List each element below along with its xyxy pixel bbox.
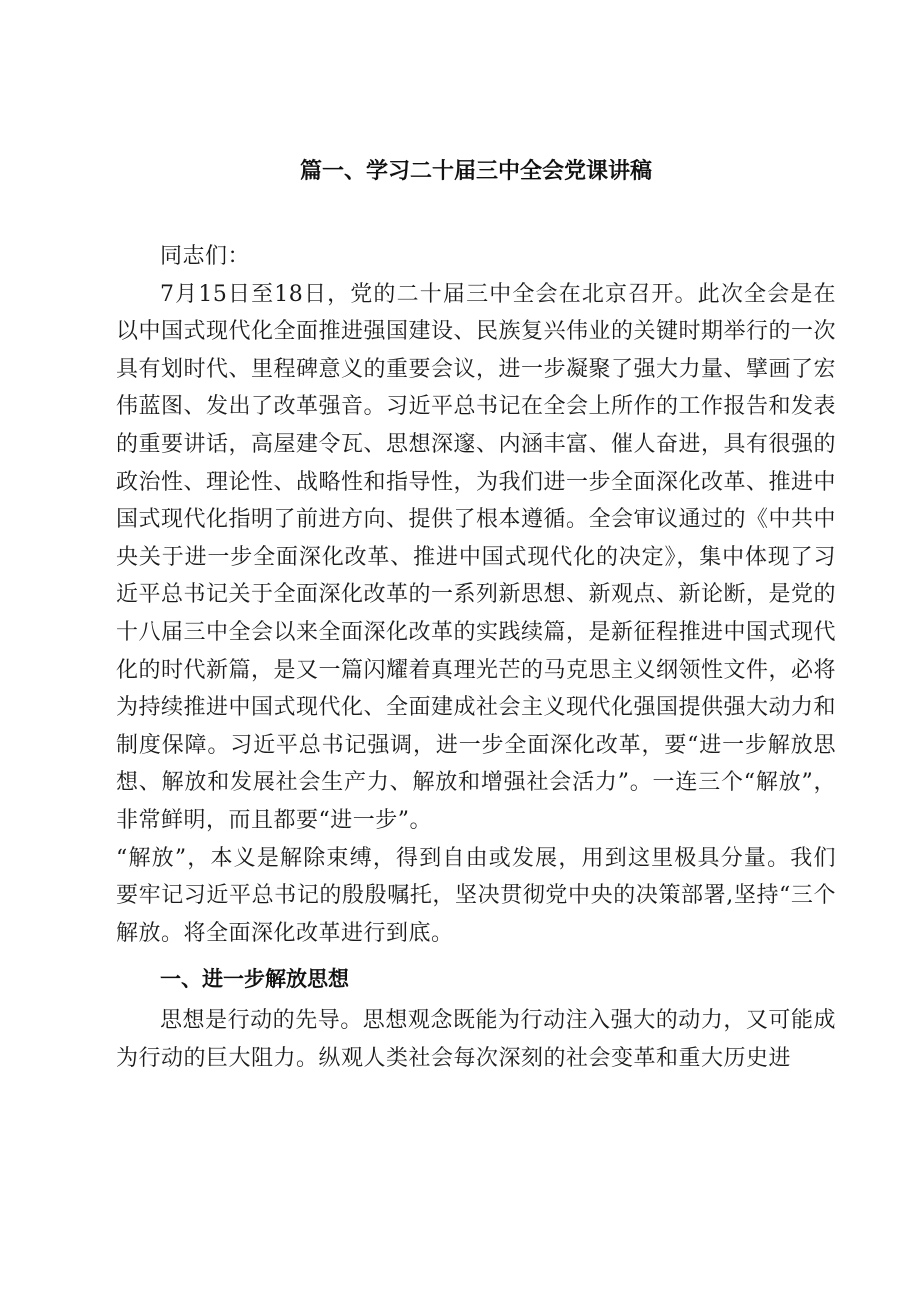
- document-title: 篇一、学习二十届三中全会党课讲稿: [299, 159, 652, 184]
- paragraph-intro: 7月15日至18日，党的二十届三中全会在北京召开。此次全会是在以中国式现代化全面推进强国建设、民族复兴伟业的关键时期举行的一次具有划时代、里程碑意义的重要会议，进一步凝聚了强大力量、擘画了宏伟蓝图、发出了改革强音。习近平总书记在全会上所作的工作报告和发表的重要讲话，高屋建令瓦、思想深邃、内涵丰富、催人奋进，具有很强的政治性、理论性、战略性和指导性，为我们进一步全面深化改革、推进中国式现代化指明了前进方向、提供了根本遵循。全会审议通过的《中共中央关于进一步全面深化改革、推进中国式现代化的决定》，集中体现了习近平总书记关于全面深化改革的一系列新思想、新观点、新论断，是党的十八届三中全会以来全面深化改革的实践续篇，是新征程推进中国式现代化的时代新篇，是又一篇闪耀着真理光芒的马克思主义纲领性文件，必将为持续推进中国式现代化、全面建成社会主义现代化强国提供强大动力和制度保障。习近平总书记强调，进一步全面深化改革，要“进一步解放思想、解放和发展社会生产力、解放和增强社会活力”。一连三个“解放”，非常鲜明，而且都要“进一步”。: [116, 281, 837, 833]
- section-paragraph: 思想是行动的先导。思想观念既能为行动注入强大的动力，又可能成为行动的巨大阻力。纵观人类社会每次深刻的社会变革和重大历史进: [116, 1008, 836, 1071]
- salutation: 同志们：: [160, 244, 251, 269]
- title-spacer: [116, 198, 836, 238]
- section-heading: 一、进一步解放思想: [160, 967, 349, 992]
- document-body: [116, 146, 836, 1077]
- paragraph-liberation: “解放”，本义是解除束缚，得到自由或发展，用到这里极具分量。我们要牢记习近平总书记的殷殷嘱托，坚决贯彻党中央的决策部署,坚持“三个解放。将全面深化改革进行到底。: [116, 845, 836, 946]
